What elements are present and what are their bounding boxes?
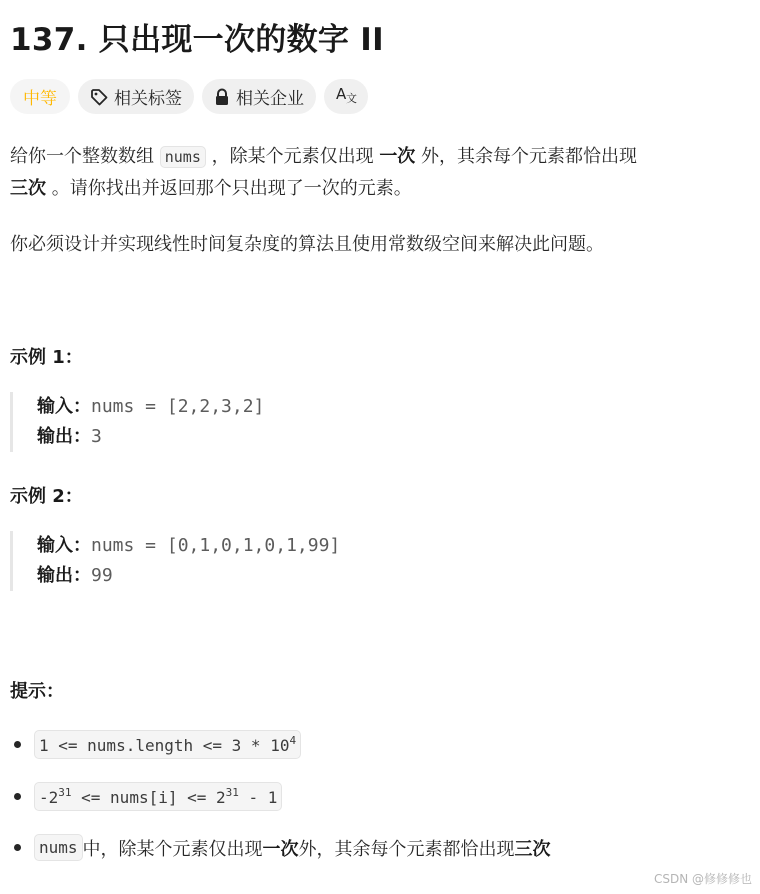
lock-icon: [214, 88, 230, 106]
tag-icon: [90, 88, 108, 106]
constraint-item-3: nums 中，除某个元素仅出现 一次 外，其余每个元素都恰出现 三次: [14, 834, 551, 861]
related-companies-button[interactable]: [202, 79, 316, 114]
example-1-block: 输入：nums = [2,2,3,2] 输出：3: [10, 392, 264, 452]
inline-code-nums: nums: [160, 146, 206, 168]
translate-button[interactable]: [324, 79, 368, 114]
description-paragraph-2: 你必须设计并实现线性时间复杂度的算法且使用常数级空间来解决此问题。: [10, 234, 604, 255]
problem-title: 137. 只出现一次的数字 II: [10, 22, 384, 58]
related-companies-label: 相关企业: [236, 89, 304, 109]
watermark: CSDN @修修修也: [653, 872, 752, 886]
hints-heading: 提示：: [10, 681, 64, 702]
example-2-heading: 示例 2：: [10, 486, 83, 507]
svg-text:文: 文: [346, 92, 357, 104]
related-tags-label: 相关标签: [114, 89, 182, 109]
example-1-heading: 示例 1：: [10, 347, 83, 368]
tag-bar: [10, 79, 368, 114]
svg-text:A: A: [336, 85, 347, 103]
example-2-block: 输入：nums = [0,1,0,1,0,1,99] 输出：99: [10, 531, 340, 591]
example-1-output: 3: [91, 426, 102, 447]
example-1-input: nums = [2,2,3,2]: [91, 396, 265, 417]
difficulty-badge[interactable]: 中等: [10, 79, 70, 114]
example-2-input: nums = [0,1,0,1,0,1,99]: [91, 535, 341, 556]
related-tags-button[interactable]: [78, 79, 194, 114]
translate-icon: [335, 84, 357, 109]
constraint-item-2: $-2^{31}$ <= nums[i] <= $2^{31} - 1$: [14, 782, 282, 811]
description-paragraph-1: 给你一个整数数组 nums ，除某个元素仅出现 一次 外，其余每个元素都恰出现 三次 。请你找出并返回那个只出现了一次的元素。: [10, 146, 638, 199]
constraint-item-1: 1 <= nums.length <= $3 * 10^4$: [14, 730, 301, 759]
example-2-output: 99: [91, 565, 113, 586]
